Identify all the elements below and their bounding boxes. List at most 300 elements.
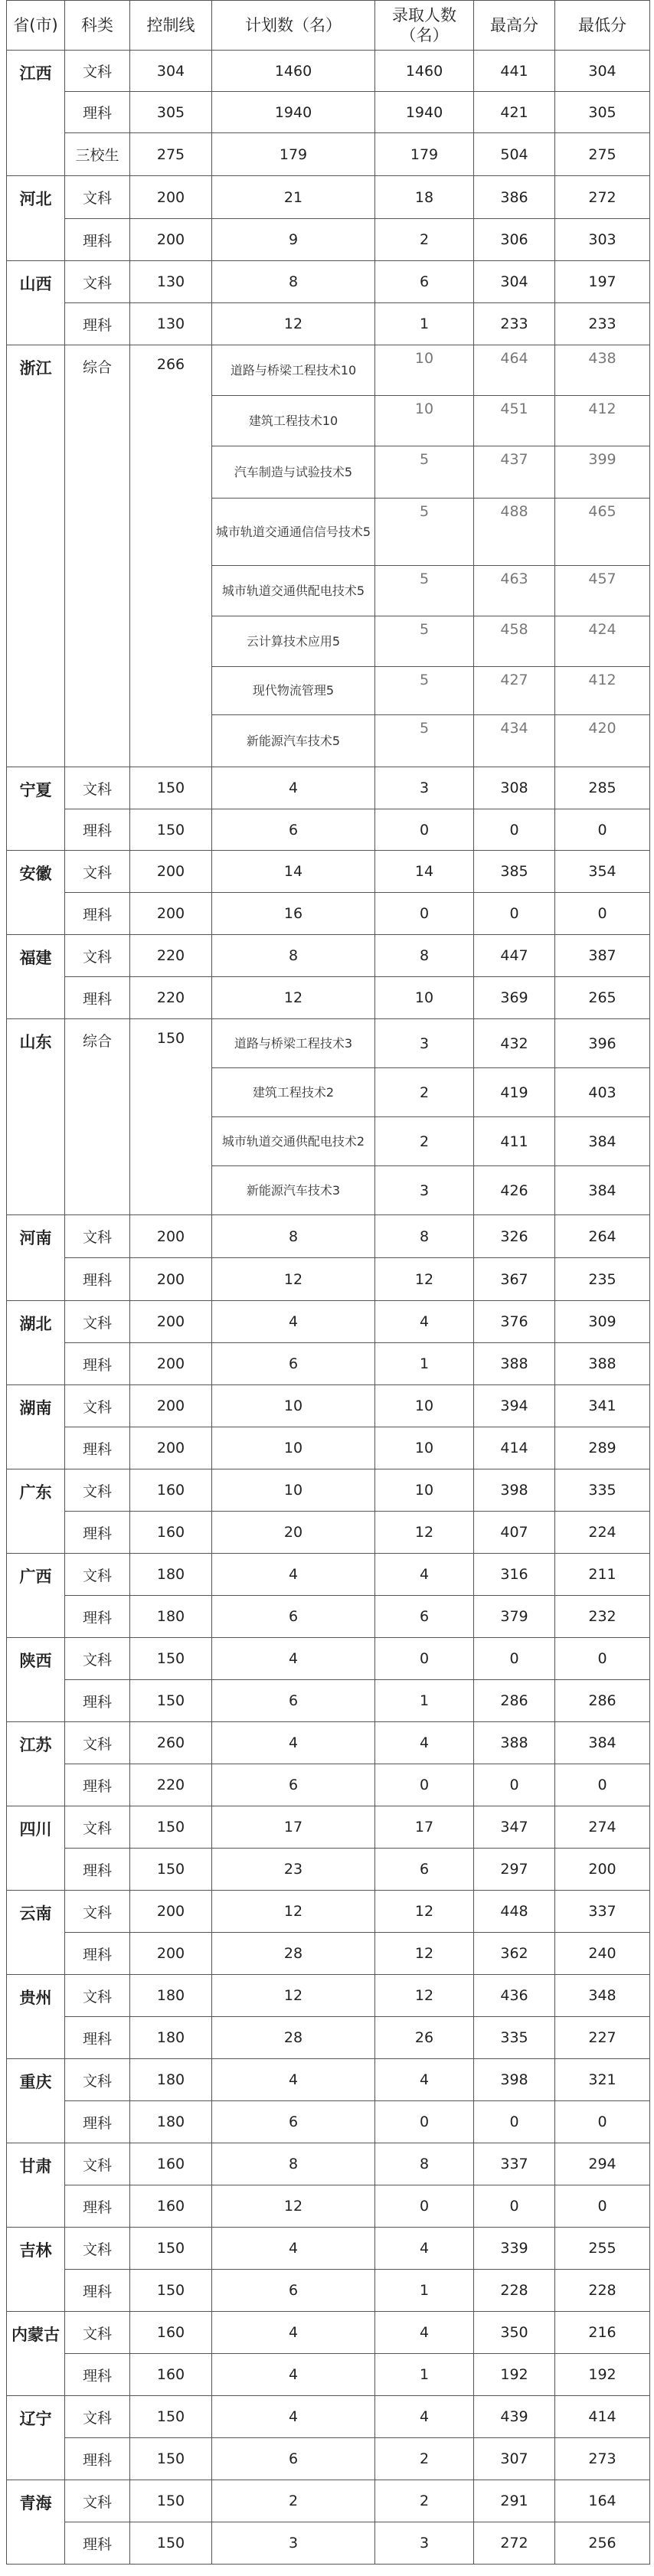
max-score-cell: 437 [474, 446, 555, 499]
category-cell: 理科 [65, 2522, 130, 2565]
max-score-cell: 426 [474, 1166, 555, 1215]
min-score-cell: 305 [555, 92, 650, 133]
max-score-cell: 385 [474, 851, 555, 893]
min-score-cell: 420 [555, 715, 650, 767]
control-line-cell: 180 [130, 2101, 212, 2143]
category-cell: 文科 [65, 176, 130, 219]
plan-cell: 16 [212, 893, 375, 935]
admitted-cell: 10 [375, 977, 474, 1019]
admitted-cell: 6 [375, 1849, 474, 1891]
table-body [7, 51, 650, 2565]
min-score-cell: 388 [555, 1343, 650, 1385]
plan-cell: 6 [212, 2101, 375, 2143]
category-cell: 文科 [65, 261, 130, 303]
category-cell: 理科 [65, 2017, 130, 2059]
admitted-cell: 10 [375, 1469, 474, 1512]
plan-major-cell: 道路与桥梁工程技术3 [212, 1019, 375, 1068]
min-score-cell: 0 [555, 809, 650, 851]
control-line-cell: 275 [130, 133, 212, 176]
table-row [7, 1722, 650, 1764]
category-cell: 文科 [65, 2312, 130, 2354]
control-line-cell: 160 [130, 1469, 212, 1512]
max-score-cell: 411 [474, 1117, 555, 1166]
min-score-cell: 337 [555, 1891, 650, 1933]
category-cell: 文科 [65, 1722, 130, 1764]
admitted-cell: 1 [375, 2270, 474, 2312]
min-score-cell: 272 [555, 176, 650, 219]
admitted-cell: 10 [375, 1385, 474, 1427]
min-score-cell: 286 [555, 1680, 650, 1722]
max-score-cell: 376 [474, 1301, 555, 1343]
table-row [7, 2228, 650, 2270]
min-score-cell: 192 [555, 2354, 650, 2396]
category-cell: 文科 [65, 1638, 130, 1680]
control-line-cell: 200 [130, 1891, 212, 1933]
category-cell: 理科 [65, 1258, 130, 1301]
table-row [7, 2143, 650, 2185]
min-score-cell: 399 [555, 446, 650, 499]
table-row [7, 2185, 650, 2228]
admitted-cell: 3 [375, 1019, 474, 1068]
min-score-cell: 412 [555, 667, 650, 715]
admitted-cell: 2 [375, 1117, 474, 1166]
table-row [7, 2017, 650, 2059]
table-row [7, 2396, 650, 2438]
table-row [7, 2480, 650, 2522]
min-score-cell: 396 [555, 1019, 650, 1068]
category-cell: 理科 [65, 1427, 130, 1469]
admitted-cell: 4 [375, 2228, 474, 2270]
plan-cell: 3 [212, 2522, 375, 2565]
province-cell: 辽宁 [7, 2396, 65, 2480]
max-score-cell: 398 [474, 1469, 555, 1512]
admitted-cell: 3 [375, 767, 474, 809]
admitted-cell: 1 [375, 1680, 474, 1722]
table-row [7, 2270, 650, 2312]
min-score-cell: 412 [555, 396, 650, 446]
plan-cell: 17 [212, 1806, 375, 1849]
min-score-cell: 387 [555, 935, 650, 977]
category-cell: 文科 [65, 1385, 130, 1427]
control-line-cell: 220 [130, 935, 212, 977]
max-score-cell: 388 [474, 1343, 555, 1385]
admitted-cell: 1 [375, 1343, 474, 1385]
table-row [7, 1933, 650, 1975]
table-row [7, 92, 650, 133]
min-score-cell: 321 [555, 2059, 650, 2101]
plan-cell: 4 [212, 1722, 375, 1764]
max-score-cell: 414 [474, 1427, 555, 1469]
category-cell: 理科 [65, 2438, 130, 2480]
plan-major-cell: 城市轨道交通供配电技术5 [212, 566, 375, 616]
category-cell: 文科 [65, 851, 130, 893]
category-cell: 理科 [65, 1596, 130, 1638]
plan-cell: 23 [212, 1849, 375, 1891]
min-score-cell: 403 [555, 1068, 650, 1117]
control-line-cell: 150 [130, 1680, 212, 1722]
plan-cell: 10 [212, 1469, 375, 1512]
table-row [7, 2522, 650, 2565]
admitted-cell: 5 [375, 616, 474, 667]
category-cell: 文科 [65, 1806, 130, 1849]
plan-cell: 12 [212, 1891, 375, 1933]
control-line-cell: 160 [130, 2185, 212, 2228]
category-cell: 综合 [65, 345, 130, 767]
min-score-cell: 256 [555, 2522, 650, 2565]
control-line-cell: 180 [130, 1596, 212, 1638]
province-cell: 湖南 [7, 1385, 65, 1469]
control-line-cell: 150 [130, 1806, 212, 1849]
table-row [7, 935, 650, 977]
max-score-cell: 272 [474, 2522, 555, 2565]
max-score-cell: 448 [474, 1891, 555, 1933]
province-cell: 广西 [7, 1554, 65, 1638]
max-score-cell: 407 [474, 1512, 555, 1554]
table-row [7, 2438, 650, 2480]
max-score-cell: 388 [474, 1722, 555, 1764]
province-cell: 内蒙古 [7, 2312, 65, 2396]
max-score-cell: 0 [474, 809, 555, 851]
plan-cell: 6 [212, 1343, 375, 1385]
admitted-cell: 5 [375, 715, 474, 767]
control-line-cell: 180 [130, 1975, 212, 2017]
table-row [7, 1638, 650, 1680]
max-score-cell: 451 [474, 396, 555, 446]
min-score-cell: 384 [555, 1117, 650, 1166]
admitted-cell: 3 [375, 1166, 474, 1215]
max-score-cell: 434 [474, 715, 555, 767]
table-row [7, 2354, 650, 2396]
category-cell: 文科 [65, 2143, 130, 2185]
min-score-cell: 200 [555, 1849, 650, 1891]
province-cell: 江苏 [7, 1722, 65, 1806]
max-score-cell: 337 [474, 2143, 555, 2185]
min-score-cell: 255 [555, 2228, 650, 2270]
max-score-cell: 362 [474, 1933, 555, 1975]
min-score-cell: 438 [555, 345, 650, 396]
header-province: 省(市) [7, 1, 65, 51]
min-score-cell: 465 [555, 499, 650, 566]
min-score-cell: 414 [555, 2396, 650, 2438]
control-line-cell: 130 [130, 261, 212, 303]
max-score-cell: 458 [474, 616, 555, 667]
control-line-cell: 150 [130, 2228, 212, 2270]
plan-cell: 4 [212, 1301, 375, 1343]
category-cell: 文科 [65, 1301, 130, 1343]
plan-cell: 28 [212, 1933, 375, 1975]
admitted-cell: 3 [375, 2522, 474, 2565]
admitted-cell: 0 [375, 2185, 474, 2228]
min-score-cell: 294 [555, 2143, 650, 2185]
plan-cell: 21 [212, 176, 375, 219]
table-row [7, 1975, 650, 2017]
control-line-cell: 160 [130, 2312, 212, 2354]
plan-major-cell: 道路与桥梁工程技术10 [212, 345, 375, 396]
plan-cell: 1460 [212, 51, 375, 92]
admitted-cell: 4 [375, 2396, 474, 2438]
control-line-cell: 150 [130, 2522, 212, 2565]
header-category: 科类 [65, 1, 130, 51]
category-cell: 理科 [65, 1512, 130, 1554]
max-score-cell: 326 [474, 1215, 555, 1258]
control-line-cell: 150 [130, 809, 212, 851]
max-score-cell: 367 [474, 1258, 555, 1301]
control-line-cell: 260 [130, 1722, 212, 1764]
max-score-cell: 316 [474, 1554, 555, 1596]
plan-cell: 9 [212, 219, 375, 261]
min-score-cell: 0 [555, 1764, 650, 1806]
min-score-cell: 384 [555, 1722, 650, 1764]
max-score-cell: 308 [474, 767, 555, 809]
plan-cell: 12 [212, 303, 375, 345]
table-row [7, 977, 650, 1019]
min-score-cell: 0 [555, 893, 650, 935]
admitted-cell: 12 [375, 1258, 474, 1301]
control-line-cell: 160 [130, 2143, 212, 2185]
control-line-cell: 200 [130, 1301, 212, 1343]
table-row [7, 1215, 650, 1258]
max-score-cell: 192 [474, 2354, 555, 2396]
category-cell: 文科 [65, 1975, 130, 2017]
category-cell: 综合 [65, 1019, 130, 1215]
category-cell: 文科 [65, 1554, 130, 1596]
admitted-cell: 5 [375, 566, 474, 616]
admitted-cell: 2 [375, 2438, 474, 2480]
category-cell: 理科 [65, 303, 130, 345]
max-score-cell: 0 [474, 1764, 555, 1806]
header-max-score: 最高分 [474, 1, 555, 51]
plan-major-cell: 现代物流管理5 [212, 667, 375, 715]
table-row [7, 1469, 650, 1512]
province-cell: 湖北 [7, 1301, 65, 1385]
max-score-cell: 0 [474, 2101, 555, 2143]
category-cell: 理科 [65, 1343, 130, 1385]
control-line-cell: 160 [130, 1512, 212, 1554]
plan-cell: 6 [212, 1596, 375, 1638]
admitted-cell: 2 [375, 2480, 474, 2522]
province-cell: 安徽 [7, 851, 65, 935]
category-cell: 文科 [65, 2396, 130, 2438]
min-score-cell: 457 [555, 566, 650, 616]
min-score-cell: 227 [555, 2017, 650, 2059]
header-row [7, 1, 650, 51]
control-line-cell: 266 [130, 345, 212, 767]
plan-cell: 4 [212, 767, 375, 809]
province-cell: 陕西 [7, 1638, 65, 1722]
max-score-cell: 304 [474, 261, 555, 303]
category-cell: 文科 [65, 1891, 130, 1933]
category-cell: 文科 [65, 51, 130, 92]
table-row [7, 1891, 650, 1933]
max-score-cell: 291 [474, 2480, 555, 2522]
table-row [7, 2101, 650, 2143]
max-score-cell: 441 [474, 51, 555, 92]
category-cell: 理科 [65, 2185, 130, 2228]
plan-cell: 28 [212, 2017, 375, 2059]
max-score-cell: 419 [474, 1068, 555, 1117]
table-row [7, 1806, 650, 1849]
admitted-cell: 1 [375, 303, 474, 345]
max-score-cell: 306 [474, 219, 555, 261]
province-cell: 河南 [7, 1215, 65, 1301]
control-line-cell: 200 [130, 219, 212, 261]
min-score-cell: 235 [555, 1258, 650, 1301]
max-score-cell: 228 [474, 2270, 555, 2312]
category-cell: 文科 [65, 2228, 130, 2270]
table-row [7, 767, 650, 809]
plan-major-cell: 城市轨道交通通信信号技术5 [212, 499, 375, 566]
min-score-cell: 335 [555, 1469, 650, 1512]
admitted-cell: 0 [375, 809, 474, 851]
max-score-cell: 0 [474, 1638, 555, 1680]
table-row [7, 51, 650, 92]
table-row [7, 1019, 650, 1068]
max-score-cell: 432 [474, 1019, 555, 1068]
max-score-cell: 504 [474, 133, 555, 176]
control-line-cell: 220 [130, 977, 212, 1019]
min-score-cell: 384 [555, 1166, 650, 1215]
min-score-cell: 289 [555, 1427, 650, 1469]
control-line-cell: 160 [130, 2354, 212, 2396]
control-line-cell: 200 [130, 1258, 212, 1301]
admitted-cell: 4 [375, 1301, 474, 1343]
admitted-cell: 5 [375, 499, 474, 566]
admitted-cell: 2 [375, 219, 474, 261]
max-score-cell: 339 [474, 2228, 555, 2270]
plan-cell: 10 [212, 1427, 375, 1469]
category-cell: 理科 [65, 977, 130, 1019]
control-line-cell: 180 [130, 2017, 212, 2059]
control-line-cell: 220 [130, 1764, 212, 1806]
max-score-cell: 286 [474, 1680, 555, 1722]
table-row [7, 1680, 650, 1722]
admitted-cell: 26 [375, 2017, 474, 2059]
max-score-cell: 307 [474, 2438, 555, 2480]
table-row [7, 261, 650, 303]
category-cell: 文科 [65, 2480, 130, 2522]
province-cell: 四川 [7, 1806, 65, 1891]
admitted-cell: 12 [375, 1512, 474, 1554]
max-score-cell: 297 [474, 1849, 555, 1891]
category-cell: 理科 [65, 2270, 130, 2312]
admitted-cell: 4 [375, 1554, 474, 1596]
control-line-cell: 200 [130, 851, 212, 893]
admitted-cell: 2 [375, 1068, 474, 1117]
table-row [7, 2312, 650, 2354]
table-row [7, 1301, 650, 1343]
min-score-cell: 348 [555, 1975, 650, 2017]
min-score-cell: 285 [555, 767, 650, 809]
plan-major-cell: 城市轨道交通供配电技术2 [212, 1117, 375, 1166]
max-score-cell: 0 [474, 2185, 555, 2228]
control-line-cell: 200 [130, 1427, 212, 1469]
table-row [7, 345, 650, 396]
table-row [7, 809, 650, 851]
plan-cell: 6 [212, 1680, 375, 1722]
control-line-cell: 304 [130, 51, 212, 92]
min-score-cell: 164 [555, 2480, 650, 2522]
category-cell: 理科 [65, 1764, 130, 1806]
admitted-cell: 0 [375, 1764, 474, 1806]
max-score-cell: 347 [474, 1806, 555, 1849]
category-cell: 文科 [65, 935, 130, 977]
plan-cell: 4 [212, 1554, 375, 1596]
table-row [7, 1427, 650, 1469]
control-line-cell: 200 [130, 893, 212, 935]
admitted-cell: 1 [375, 2354, 474, 2396]
plan-cell: 12 [212, 1258, 375, 1301]
plan-major-cell: 汽车制造与试验技术5 [212, 446, 375, 499]
min-score-cell: 341 [555, 1385, 650, 1427]
max-score-cell: 439 [474, 2396, 555, 2438]
plan-cell: 20 [212, 1512, 375, 1554]
max-score-cell: 350 [474, 2312, 555, 2354]
table-row [7, 133, 650, 176]
control-line-cell: 200 [130, 1215, 212, 1258]
category-cell: 理科 [65, 809, 130, 851]
max-score-cell: 369 [474, 977, 555, 1019]
admission-table [6, 0, 650, 2565]
plan-major-cell: 新能源汽车技术5 [212, 715, 375, 767]
min-score-cell: 216 [555, 2312, 650, 2354]
admitted-cell: 8 [375, 935, 474, 977]
table-row [7, 1385, 650, 1427]
admitted-cell: 17 [375, 1806, 474, 1849]
control-line-cell: 150 [130, 1849, 212, 1891]
control-line-cell: 180 [130, 2059, 212, 2101]
admitted-cell: 4 [375, 1722, 474, 1764]
category-cell: 理科 [65, 2354, 130, 2396]
min-score-cell: 228 [555, 2270, 650, 2312]
admitted-cell: 1460 [375, 51, 474, 92]
control-line-cell: 150 [130, 2438, 212, 2480]
min-score-cell: 0 [555, 2185, 650, 2228]
max-score-cell: 464 [474, 345, 555, 396]
plan-cell: 14 [212, 851, 375, 893]
max-score-cell: 386 [474, 176, 555, 219]
province-cell: 云南 [7, 1891, 65, 1975]
admitted-cell: 10 [375, 345, 474, 396]
table-row [7, 1512, 650, 1554]
plan-major-cell: 云计算技术应用5 [212, 616, 375, 667]
category-cell: 文科 [65, 2059, 130, 2101]
province-cell: 山东 [7, 1019, 65, 1215]
max-score-cell: 436 [474, 1975, 555, 2017]
category-cell: 理科 [65, 219, 130, 261]
plan-major-cell: 建筑工程技术2 [212, 1068, 375, 1117]
admitted-cell: 1940 [375, 92, 474, 133]
plan-cell: 10 [212, 1385, 375, 1427]
plan-cell: 6 [212, 809, 375, 851]
plan-cell: 4 [212, 1638, 375, 1680]
control-line-cell: 200 [130, 1343, 212, 1385]
category-cell: 理科 [65, 1933, 130, 1975]
admitted-cell: 10 [375, 1427, 474, 1469]
plan-cell: 6 [212, 2270, 375, 2312]
plan-cell: 4 [212, 2059, 375, 2101]
plan-cell: 8 [212, 2143, 375, 2185]
control-line-cell: 200 [130, 1933, 212, 1975]
header-min-score: 最低分 [555, 1, 650, 51]
control-line-cell: 150 [130, 767, 212, 809]
plan-cell: 4 [212, 2228, 375, 2270]
province-cell: 河北 [7, 176, 65, 261]
control-line-cell: 150 [130, 1019, 212, 1215]
min-score-cell: 232 [555, 1596, 650, 1638]
min-score-cell: 264 [555, 1215, 650, 1258]
province-cell: 山西 [7, 261, 65, 345]
category-cell: 理科 [65, 92, 130, 133]
